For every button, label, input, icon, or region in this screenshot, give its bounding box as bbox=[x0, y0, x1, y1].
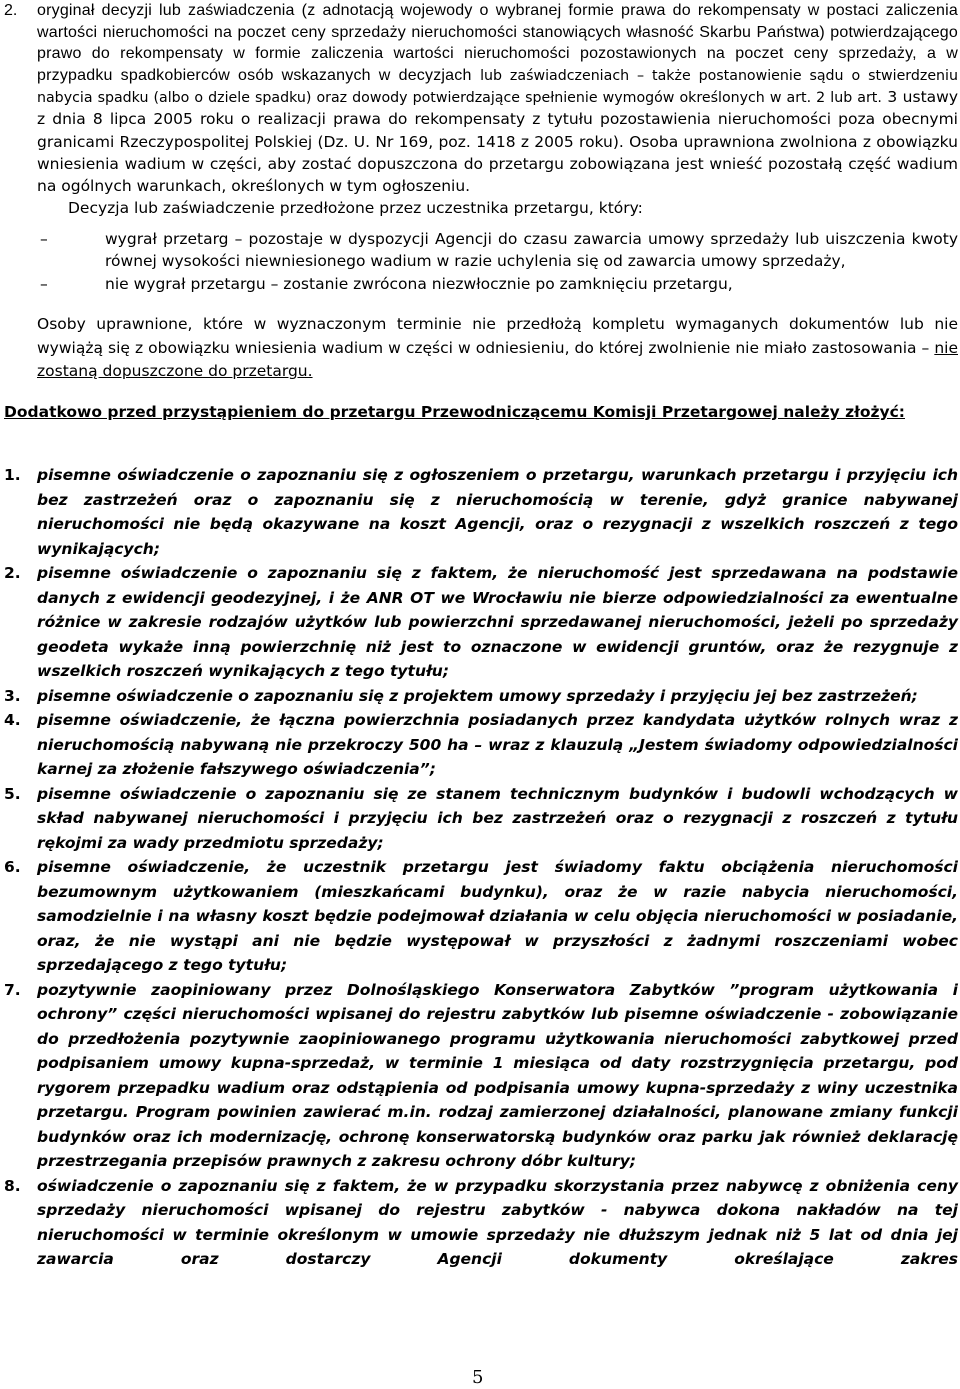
item-number: 2. bbox=[4, 564, 21, 582]
item-number: 6. bbox=[4, 858, 21, 876]
requirement-item-6 bbox=[0, 855, 960, 978]
requirement-item-5 bbox=[0, 782, 960, 856]
item-2-body bbox=[37, 0, 958, 220]
item-number: 1. bbox=[4, 466, 21, 484]
item-text: pisemne oświadczenie o zapoznaniu się z ogłoszeniem o przetargu, warunkach przetargu i przyjęciu ich bez zastrzeżeń oraz o zapoznaniu się z nieruchomością w terenie, gdyż granice nabywanej nieruchomości nie będą okazywane na koszt Agencji, oraz o rezygnacji z wszelkich roszczeń z tego wynikających; bbox=[37, 466, 958, 558]
item-text: oświadczenie o zapoznaniu się z faktem, że w przypadku skorzystania przez nabywcę z obniżenia ceny sprzedaży nieruchomości wpisanej do rejestru zabytków - nabywca dokona nakładów na tej nieruchomości w terminie określonym w umowie sprzedaży nie dłuższym jednak niż 5 lat od dnia jej zawarcia oraz dostarczy Agencji dokumenty określające zakres bbox=[37, 1176, 958, 1268]
persons-paragraph bbox=[37, 313, 958, 384]
item-number: 2. bbox=[4, 2, 18, 19]
requirement-item-4 bbox=[0, 708, 960, 782]
persons-underlined-text: nie zostaną dopuszczone do przetargu. bbox=[37, 338, 958, 380]
item-text: pisemne oświadczenie, że uczestnik przetargu jest świadomy faktu obciążenia nieruchomości bezumownym użytkowaniem (mieszkańcami budynku), oraz że w razie nabycia nieruchomości, samodzielnie i na własny koszt będzie podejmował działania w celu objęcia nieruchomości w posiadanie, oraz, że nie wystąpi ani nie będzie występował w przyszłości z żadnymi roszczeniami wobec sprzedającego z tego tytułu; bbox=[37, 858, 958, 974]
item-text: pisemne oświadczenie o zapoznaniu się z faktem, że nieruchomość jest sprzedawana na podstawie danych z ewidencji geodezyjnej, i że ANR OT we Wrocławiu nie bierze odpowiedzialności za ewentualne różnice w zakresie rodzajów użytków lub powierzchni sprzedawanej nieruchomości, jeżeli po sprzedaży geodeta wykaże inną powierzchnię niż jest to oznaczone w ewidencji gruntów, oraz że rezygnuje z wszelkich roszczeń wynikających z tego tytułu; bbox=[37, 564, 958, 680]
requirement-item-1 bbox=[0, 463, 960, 561]
requirement-item-3 bbox=[0, 684, 960, 709]
dash-list-item bbox=[37, 228, 958, 273]
item-2-paragraph-part-3: 3 ustawy z dnia 8 lipca 2005 roku o realizacji prawa do rekompensaty z tytułu pozostawienia nieruchomości poza obecnymi granicami Rzeczypospolitej Polskiej (Dz. U. Nr 169, poz. 1418 z 2005 roku). Osoba uprawniona zwolniona z obowiązku wniesienia wadium w części, aby zostać dopuszczona do przetargu zobowiązana jest wnieść pozostałą część wadium na ogólnych warunkach, określonych w tym ogłoszeniu. bbox=[37, 88, 958, 196]
item-text: pisemne oświadczenie o zapoznaniu się ze stanem technicznym budynków i budowli wchodzących w skład nabywanej nieruchomości i przyjęciu ich bez zastrzeżeń oraz o rezygnacji z roszczeń z tytułu rękojmi za wady przedmiotu sprzedaży; bbox=[37, 784, 958, 852]
item-2-paragraph-part-1: oryginał decyzji lub zaświadczenia (z adnotacją wojewody o wybranej formie prawa do rekompensaty w postaci zaliczenia wartości nieruchomości na poczet ceny sprzedaży nieruchomości stanowiących własność Skarbu Państwa) potwierdzającego prawo do rekompensaty w formie zaliczenia wartości nieruchomości pozostawionych na poczet ceny sprzedaży, a w przypadku spadkobierców osób wskazanych w decyzjach bbox=[37, 2, 958, 84]
item-text: pisemne oświadczenie, że łączna powierzchnia posiadanych przez kandydata użytków rolnych wraz z nieruchomością nabywaną nie przekroczy 500 ha – wraz z klauzulą „Jestem świadomy odpowiedzialności karnej za złożenie fałszywego oświadczenia”; bbox=[37, 711, 958, 778]
dash-list bbox=[37, 228, 958, 295]
item-2-paragraph-part-2: lub zaświadczeniach – także postanowienie sądu o stwierdzeniu nabycia spadku (albo o dziele spadku) oraz dowody potwierdzające spełnienie wymogów określonych w art. 2 lub art. bbox=[37, 67, 958, 106]
requirements-list bbox=[0, 463, 960, 1272]
persons-text: Osoby uprawnione, które w wyznaczonym terminie nie przedłożą kompletu wymaganych dokumentów lub nie wywiążą się z obowiązku wniesienia wadium w części w odniesieniu, do której zwolnienie nie miało zastosowania – bbox=[37, 315, 958, 357]
dash-list-item bbox=[37, 273, 958, 295]
item-number: 4. bbox=[4, 711, 21, 729]
item-number: 3. bbox=[4, 686, 21, 705]
item-number: 8. bbox=[4, 1176, 21, 1195]
dash-item-text: nie wygrał przetargu – zostanie zwrócona niezwłocznie po zamknięciu przetargu, bbox=[105, 274, 733, 293]
page-number: 5 bbox=[472, 1367, 484, 1388]
decision-intro: Decyzja lub zaświadczenie przedłożone przez uczestnika przetargu, który: bbox=[68, 199, 643, 218]
dash-item-text: wygrał przetarg – pozostaje w dyspozycji Agencji do czasu zawarcia umowy sprzedaży lub uiszczenia kwoty równej wysokości niewniesionego wadium w razie uchylenia się od zawarcia umowy sprzedaży, bbox=[105, 230, 958, 271]
dash-marker: – bbox=[40, 274, 48, 293]
dash-marker: – bbox=[40, 230, 48, 248]
requirement-item-2 bbox=[0, 561, 960, 684]
requirement-item-8 bbox=[0, 1174, 960, 1272]
item-number: 5. bbox=[4, 784, 21, 803]
item-text: pisemne oświadczenie o zapoznaniu się z projektem umowy sprzedaży i przyjęciu jej bez zastrzeżeń; bbox=[37, 686, 918, 705]
item-number: 7. bbox=[4, 980, 21, 999]
requirement-item-7 bbox=[0, 978, 960, 1174]
section-heading: Dodatkowo przed przystąpieniem do przetargu Przewodniczącemu Komisji Przetargowej należy złożyć: bbox=[4, 403, 905, 421]
item-text: pozytywnie zaopiniowany przez Dolnośląskiego Konserwatora Zabytków ”program użytkowania i ochrony” części nieruchomości wpisanej do rejestru zabytków lub pisemne oświadczenie - zobowiązanie do przedłożenia pozytywnie zaopiniowanego programu użytkowania nieruchomości zabytkowej przed podpisaniem umowy kupna-sprzedaż, w terminie 1 miesiąca od daty rozstrzygnięcia przetargu, pod rygorem przepadku wadium oraz odstąpienia od podpisania umowy kupna-sprzedaży z winy uczestnika przetargu. Program powinien zawierać m.in. rodzaj zamierzonej działalności, planowane zmiany funkcji budynków oraz ich modernizację, ochronę konserwatorską budynków oraz parku jak również deklarację przestrzegania przepisów prawnych z zakresu ochrony dóbr kultury; bbox=[37, 980, 958, 1170]
